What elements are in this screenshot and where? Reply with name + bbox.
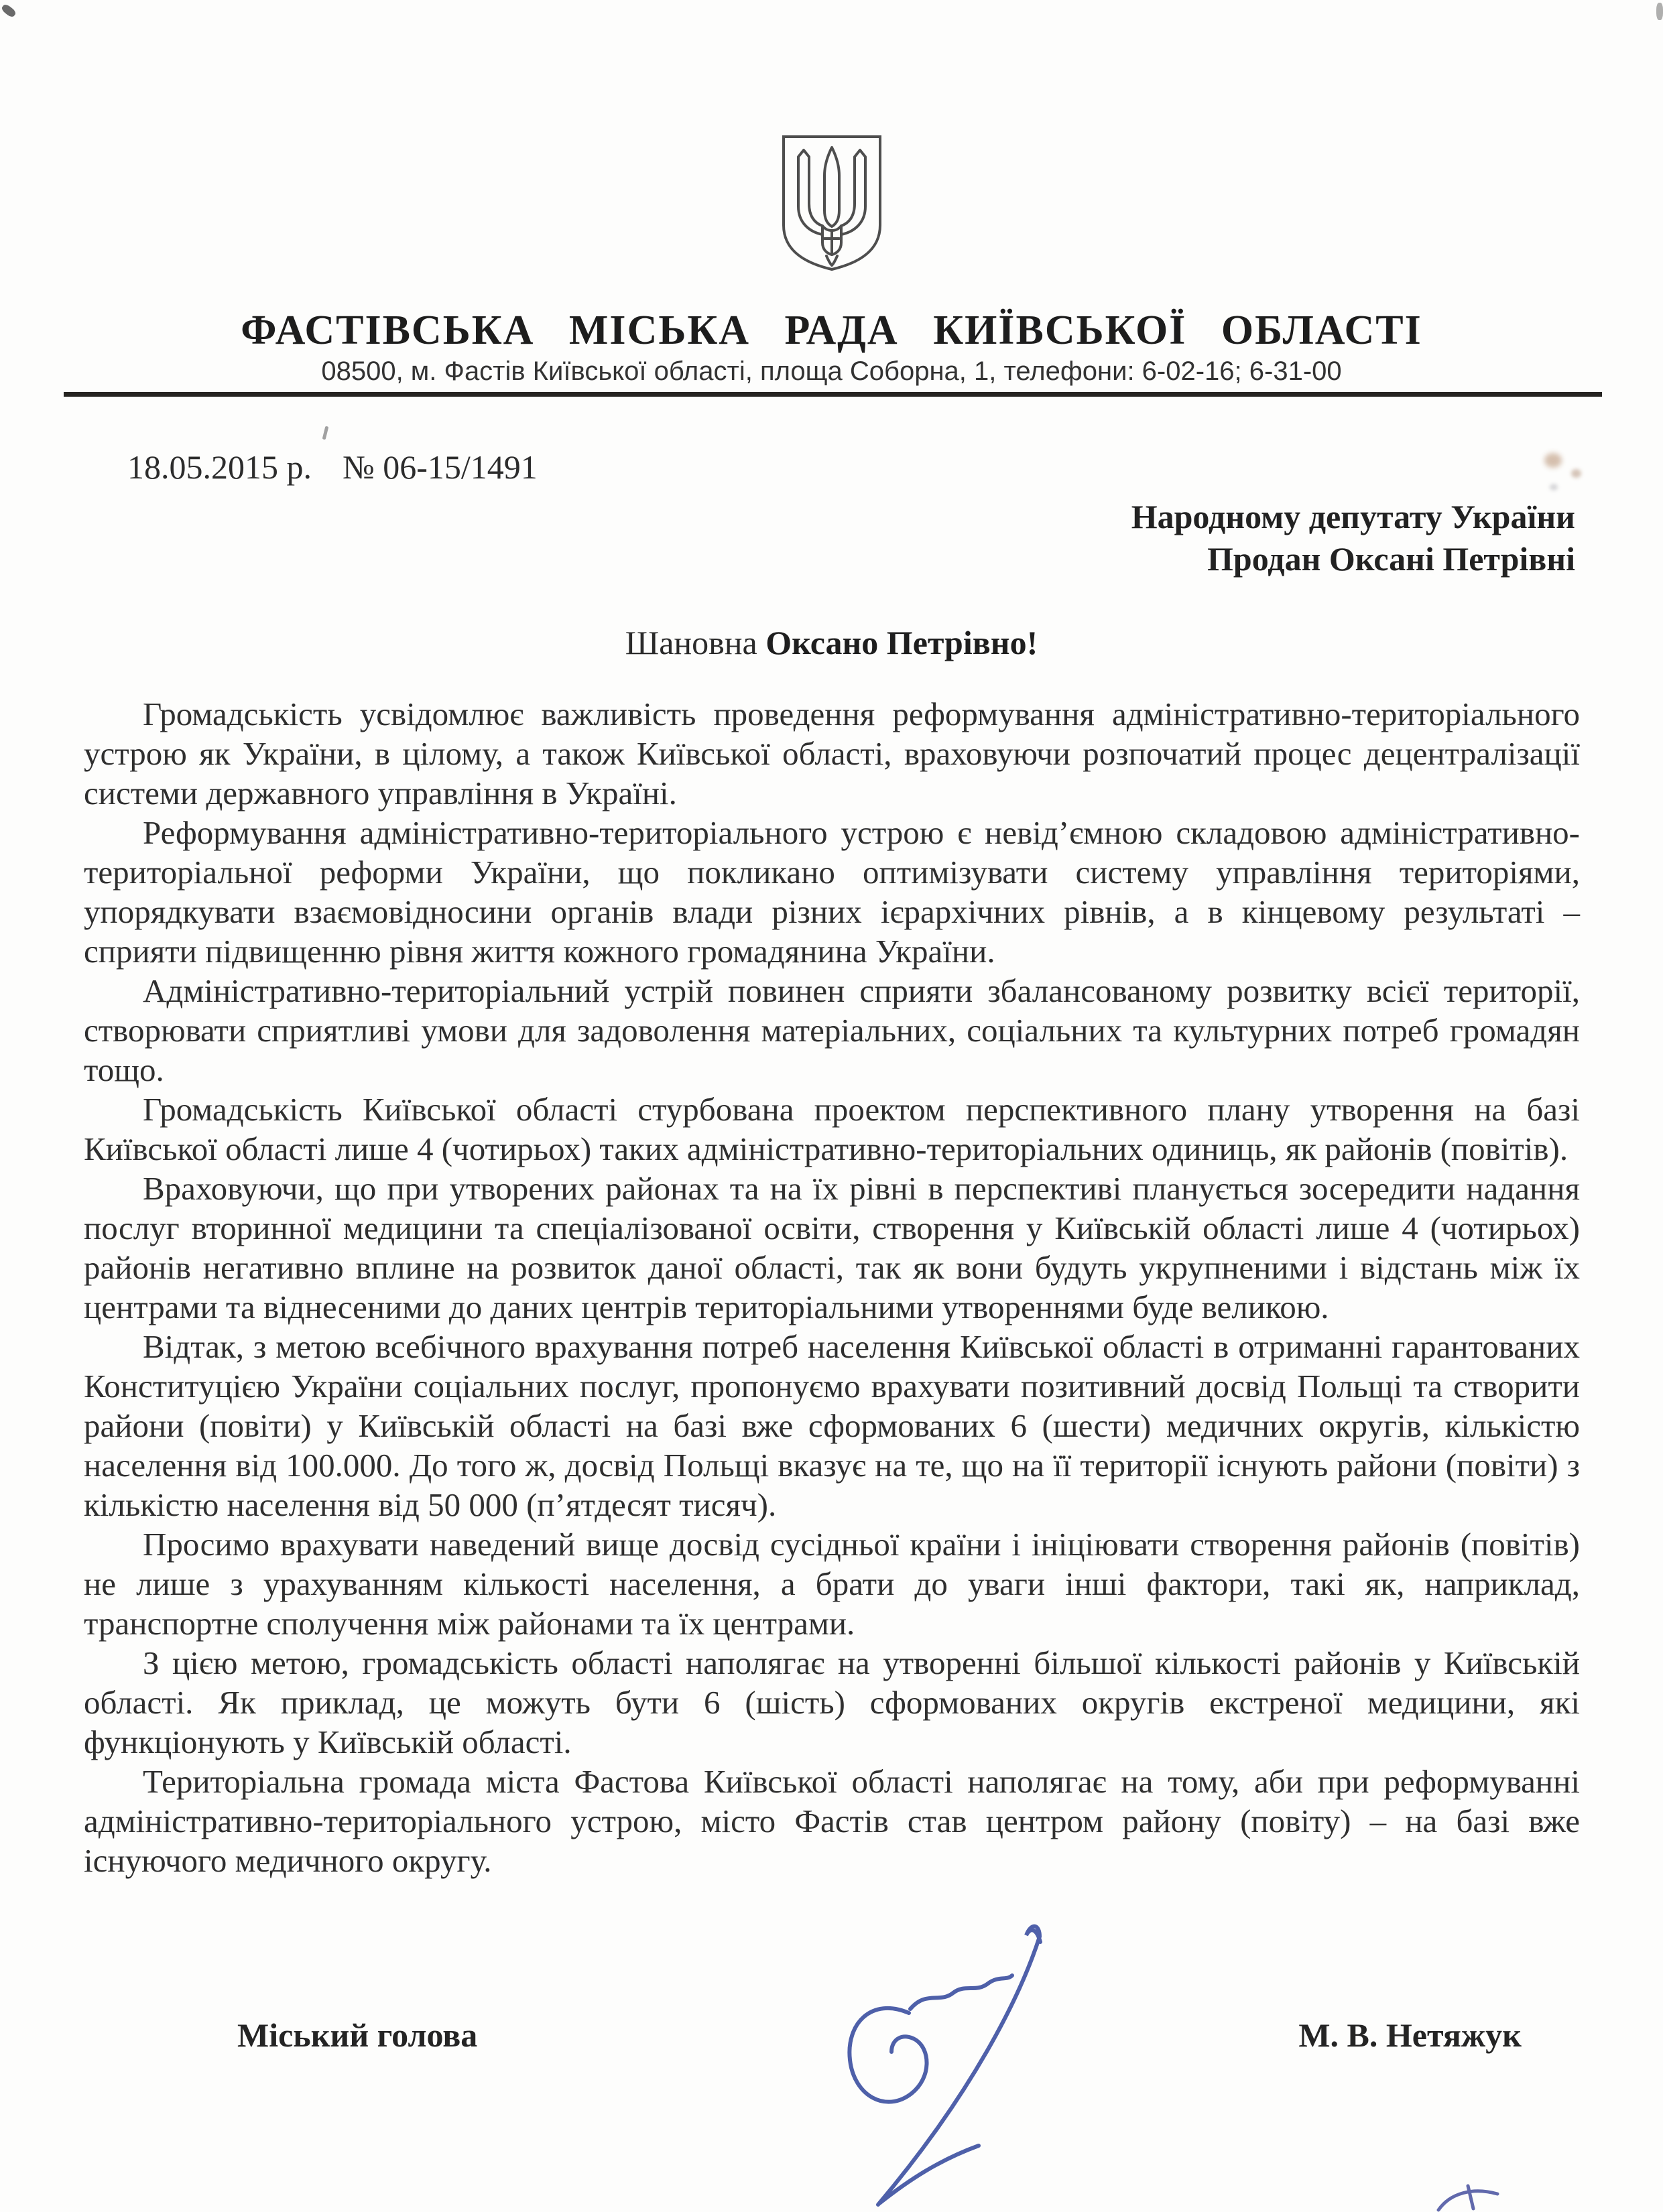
- letter-date: 18.05.2015 р.: [127, 448, 312, 486]
- scan-smudge: [1571, 469, 1581, 478]
- body-paragraph: Територіальна громада міста Фастова Київської області наполягає на тому, аби при реформуванні адміністративно-територіального устрою, місто Фастів став центром району (повіту) – на базі вже існуючого медичного округу.: [84, 1763, 1580, 1879]
- salutation-name: Оксано Петрівно!: [765, 624, 1038, 661]
- letter-number: № 06-15/1491: [343, 448, 538, 486]
- pen-mark-artifact: [1433, 2179, 1507, 2212]
- body-paragraph: Адміністративно-територіальний устрій повинен сприяти збалансованому розвитку всієї території, створювати сприятливі умови для задоволення матеріальних, соціальних та культурних потреб громадян тощо.: [84, 972, 1580, 1088]
- body-paragraph: Громадськість усвідомлює важливість проведення реформування адміністративно-територіального устрою як України, в цілому, а також Київської області, враховуючи розпочатий процес децентралізації системи державного управління в Україні.: [84, 696, 1580, 811]
- body-paragraph: Реформування адміністративно-територіального устрою є невід’ємною складовою адміністративно-територіальної реформи України, що покликано оптимізувати систему управління територіями, упорядкувати взаємовідносини органів влади різних ієрархічних рівнів, а в кінцевому результаті – сприяти підвищенню рівня життя кожного громадянина України.: [84, 814, 1580, 970]
- organization-address: 08500, м. Фастів Київської області, площа Соборна, 1, телефони: 6-02-16; 6-31-00: [321, 356, 1342, 386]
- recipient-line-2: Продан Оксані Петрівні: [1207, 540, 1575, 578]
- salutation: [0, 623, 1663, 662]
- body-paragraph: Громадськість Київської області стурбована проектом перспективного плану утворення на базі Київської області лише 4 (чотирьох) таких адміністративно-територіальних одиниць, як районів (повітів).: [84, 1091, 1580, 1167]
- ukraine-trident-emblem-icon: [778, 131, 885, 273]
- handwritten-signature: [771, 1918, 1066, 2212]
- scan-corner-speck: [1, 3, 17, 18]
- body-paragraph: Відтак, з метою всебічного врахування потреб населення Київської області в отриманні гарантованих Конституцією України соціальних послуг, пропонуємо врахувати позитивний досвід Польщі та створити райони (повіти) у Київській області на базі вже сформованих 6 (шести) медичних округів, кількістю населення від 100.000. До того ж, досвід Польщі вказує на те, що на її території існують райони (повіти) з кількістю населення від 50 000 (п’ятдесят тисяч).: [84, 1328, 1580, 1523]
- scan-smudge: [1544, 453, 1562, 468]
- scan-corner-speck: [1656, 3, 1663, 20]
- recipient-block: [1131, 496, 1575, 580]
- signer-name: М. В. Нетяжук: [1298, 2016, 1522, 2054]
- body-paragraph: З цією метою, громадськість області наполягає на утворенні більшої кількості районів у Київській області. Як приклад, це можуть бути 6 (шість) сформованих округів екстреної медицини, які функціонують у Київській області.: [84, 1644, 1580, 1760]
- salutation-prefix: Шановна: [625, 624, 757, 661]
- scan-smudge: [1550, 484, 1558, 491]
- scan-tick-mark: [322, 426, 329, 440]
- organization-name: ФАСТІВСЬКА МІСЬКА РАДА КИЇВСЬКОЇ ОБЛАСТІ: [241, 308, 1422, 353]
- body-paragraph: Враховуючи, що при утворених районах та на їх рівні в перспективі планується зосередити надання послуг вторинної медицини та спеціалізованої освіти, створення у Київській області лише 4 (чотирьох) районів негативно вплине на розвиток даної області, так як вони будуть укрупненими і відстань між їх центрами та віднесеними до даних центрів територіальними утвореннями буде великою.: [84, 1170, 1580, 1325]
- letter-body: [84, 694, 1580, 1880]
- signer-position: Міський голова: [237, 2016, 478, 2054]
- reference-line: [127, 448, 538, 486]
- letterhead-divider: [64, 392, 1602, 397]
- recipient-line-1: Народному депутату України: [1131, 498, 1575, 535]
- body-paragraph: Просимо врахувати наведений вище досвід сусідньої країни і ініціювати створення районів (повітів) не лише з урахуванням кількості населення, а брати до уваги інші фактори, такі як, наприклад, транспортне сполучення між районами та їх центрами.: [84, 1526, 1580, 1642]
